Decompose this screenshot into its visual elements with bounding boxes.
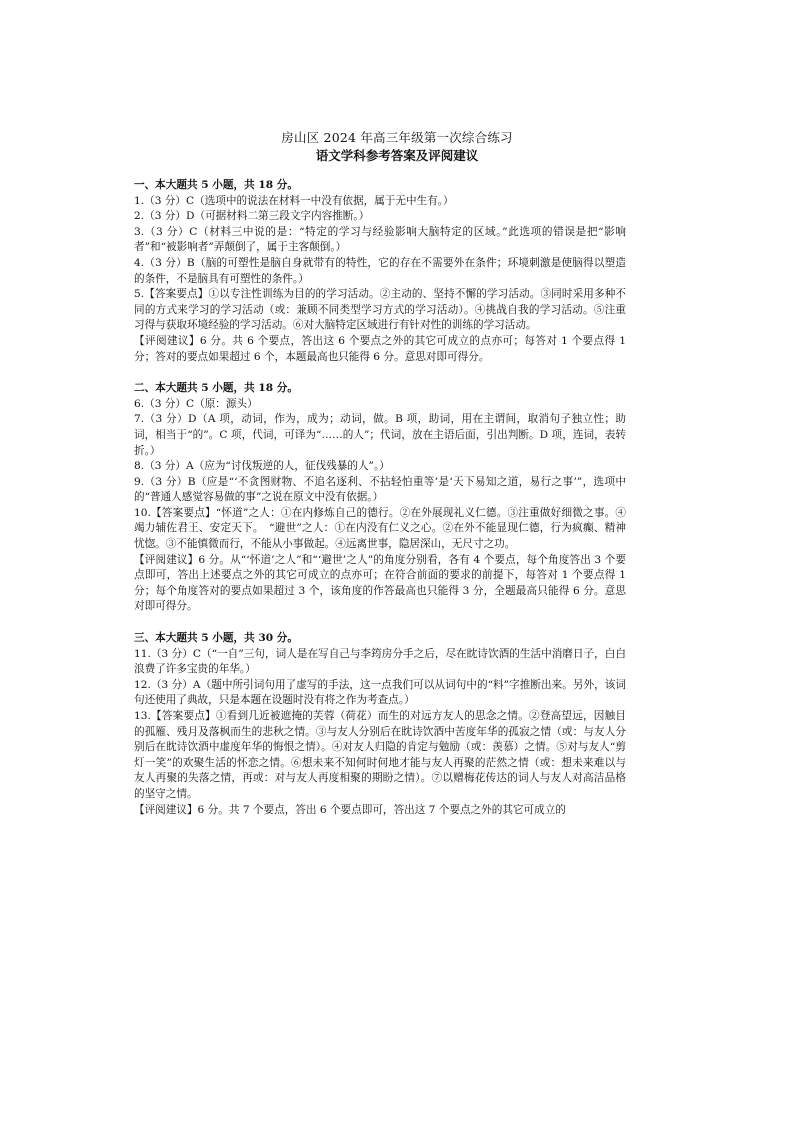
answer-item: 7.（3 分）D（A 项，动词，作为，成为；动词，做。B 项，助词，用在主谓间，取消句子独立性；助词，相当于“的”。C 项，代词，可译为“……的人”；代词，放在主语后面，引出判断。D 项，连词，表转折。） — [134, 413, 626, 457]
answer-item: 11.（3 分）C（“一自”三句，词人是在写自己与李筠房分手之后，尽在眈诗饮酒的生活中消磨日子，白白浪费了许多宝贵的年华。） — [134, 647, 626, 676]
section-spacer — [134, 615, 626, 631]
answer-item: 9.（3 分）B（应是“‘不贪图财物、不追名逐利、不拈轻怕重等’是‘天下易知之道，易行之事’”，选项中的“普通人感觉容易做的事”之说在原文中没有依据。） — [134, 475, 626, 504]
document-subtitle: 语文学科参考答案及评阅建议 — [315, 148, 479, 163]
grading-suggestion: 【评阅建议】6 分。共 6 个要点，答出这 6 个要点之外的其它可成立的点亦可；每答对 1 个要点得 1 分；答对的要点如果超过 6 个，本题最高也只能得 6 分。意思对即可得分。 — [134, 334, 626, 363]
answer-item: 3.（3 分）C（材料三中说的是：“特定的学习与经验影响大脑特定的区域。”此选项的错误是把“影响者”和“被影响者”弄颠倒了，属于主客颠倒。） — [134, 225, 626, 254]
document-title: 房山区 2024 年高三年级第一次综合练习 — [281, 130, 513, 145]
answer-item: 12.（3 分）A（题中所引词句用了虚写的手法，这一点我们可以从词句中的“料”字推断出来。另外，该词句还使用了典故，只是本题在设题时没有将之作为考查点。） — [134, 678, 626, 707]
section-spacer — [134, 365, 626, 381]
section-heading: 二、本大题共 5 小题，共 18 分。 — [134, 382, 298, 395]
grading-suggestion: 【评阅建议】6 分。从“‘怀道’之人”和“‘避世’之人”的角度分别看，各有 4 个要点，每个角度答出 3 个要点即可，答出上述要点之外的其它可成立的点亦可；在符合前面的要求的前提下，每答对 1 个要点得 1 分；每个角度答对的要点如果超过 3 个，该角度的作答最高也只能得 3 分，全题最高只能得 6 分。意思对即可得分。 — [134, 553, 626, 613]
answer-item: 4.（3 分）B（脑的可塑性是脑自身就带有的特性，它的存在不需要外在条件；环境刺激是使脑得以塑造的条件，不是脑具有可塑性的条件。） — [134, 256, 626, 285]
document-body — [134, 178, 626, 818]
answer-key-points: 13.【答案要点】①看到几近被遮掩的芙蓉（荷花）而生的对远方友人的思念之情。②登高望远，因触目的孤雁、残月及落枫而生的悲秋之情。③与友人分别后在眈诗饮酒中苦度年华的孤寂之情（或：与友人分别后在眈诗饮酒中虚度年华的悔恨之情）。④对友人归隐的肯定与勉励（或：羡慕）之情。⑤对与友人“剪灯一笑”的欢聚生活的怀恋之情。⑥想未来不知何时何地才能与友人再聚的茫然之情（或：想未来难以与友人再聚的失落之情，再或：对与友人再度相聚的期盼之情）。⑦以赠梅花传达的词人与友人对高洁品格的坚守之情。 — [134, 710, 626, 800]
answer-key-points: 5.【答案要点】①以专注性训练为目的的学习活动。②主动的、坚持不懈的学习活动。③同时采用多种不同的方式来学习的学习活动（或：兼顾不同类型学习方式的学习活动）。④挑战自我的学习活动。⑤注重习得与获取环境经验的学习活动。⑥对大脑特定区域进行有针对性的训练的学习活动。 — [134, 288, 626, 332]
answer-item: 6.（3 分）C（原：源头） — [134, 397, 258, 410]
section-heading: 三、本大题共 5 小题，共 30 分。 — [134, 632, 298, 645]
answer-item: 1.（3 分）C（选项中的说法在材料一中没有依据，属于无中生有。） — [134, 194, 454, 207]
answer-key-points: 10.【答案要点】“怀道”之人：①在内修炼自己的德行。②在外展现礼义仁德。③注重做好细微之事。④竭力辅佐君王、安定天下。 “避世”之人：①在内没有仁义之心。②在外不能显现仁德，行为疯癫、精神忧惚。③不能慎微而行，不能从小事做起。④远离世事，隐居深山，无尺寸之功。 — [134, 506, 626, 551]
grading-suggestion: 【评阅建议】6 分。共 7 个要点，答出 6 个要点即可，答出这 7 个要点之外的其它可成立的 — [134, 803, 566, 816]
answer-item: 8.（3 分）A（应为“讨伐叛逆的人，征伐残暴的人”。） — [134, 460, 390, 473]
section-heading: 一、本大题共 5 小题，共 18 分。 — [134, 179, 298, 191]
answer-item: 2.（3 分）D（可据材料二第三段文字内容推断。） — [134, 210, 370, 223]
